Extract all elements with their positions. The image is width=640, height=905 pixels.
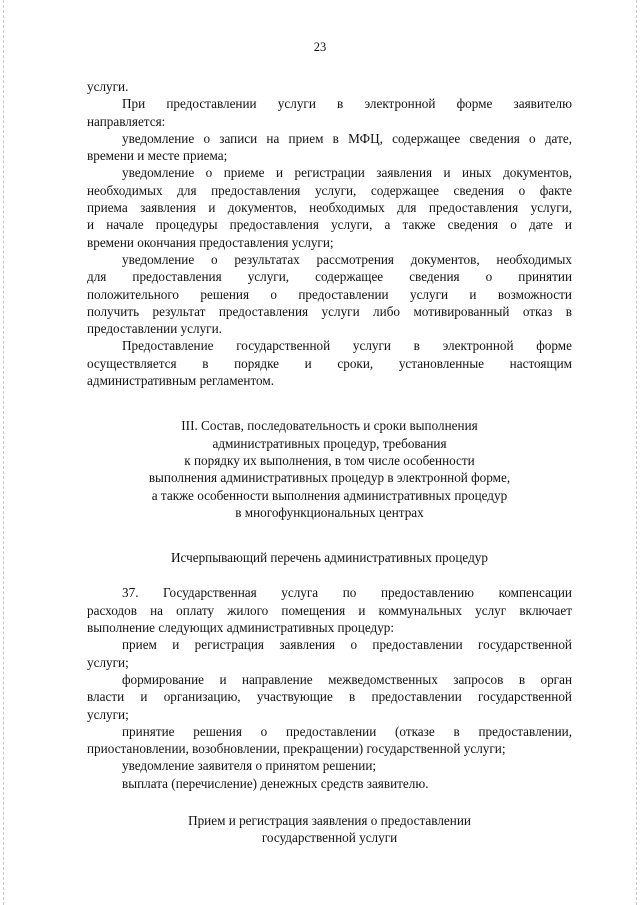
heading-line: в многофункциональных центрах [235,504,424,520]
heading-line: к порядку их выполнения, в том числе особенности [184,452,475,468]
text-line: услуги; [87,654,129,670]
text-line: уведомление о приеме и регистрации заявления и иных документов, [122,165,572,181]
paragraph [87,130,572,165]
heading-line: Прием и регистрация заявления о предоставлении [188,812,471,828]
text-line: 37. Государственная услуга по предоставлению компенсации [122,585,572,601]
text-line: принятие решения о предоставлении (отказе в предоставлении, [122,723,572,739]
heading-line: выполнения административных процедур в электронной форме, [148,470,511,486]
text-line: прием и регистрация заявления о предоставлении государственной [122,637,572,653]
text-line: уведомление заявителя о принятом решении; [122,758,377,774]
text-line: осуществляется в порядке и сроки, установленные настоящим [87,355,572,371]
text-line: выплата (перечисление) денежных средств заявителю. [122,775,429,791]
paragraph [87,337,572,389]
paragraphs-bottom [87,584,572,792]
heading-line: III. Состав, последовательность и сроки выполнения [181,418,478,434]
text-line: уведомление о записи на прием в МФЦ, содержащее сведения о дате, [122,130,572,146]
final-heading [87,812,572,847]
text-line: Предоставление государственной услуги в электронной форме [122,338,572,354]
text-line: услуги; [87,706,129,722]
text-line: времени и месте приема; [87,148,228,164]
paragraph [87,671,572,723]
text-line: положительного решения о предоставлении услуги и возможности [87,286,572,302]
paragraph [87,251,572,337]
paragraph [87,164,572,250]
paragraph [87,95,572,130]
paragraph [87,723,572,758]
heading-line: а также особенности выполнения административных процедур [151,487,508,503]
text-line: расходов на оплату жилого помещения и коммунальных услуг включает [87,602,572,618]
page-number: 23 [313,40,327,54]
scan-edge-right [636,0,637,905]
text-line: необходимых для предоставления услуги, содержащее сведения о факте [87,182,572,198]
heading-line: административных процедур, требования [212,435,447,451]
paragraph [87,775,572,792]
paragraph [87,636,572,671]
text-line: приема заявления и документов, необходимых для предоставления услуги, [87,200,572,216]
text-line: и начале процедуры предоставления услуги, а также сведения о дате и [87,217,572,233]
section-heading [87,417,572,521]
paragraphs-top [87,78,572,389]
subheading: Исчерпывающий перечень административных процедур [170,550,488,566]
text-line: времени окончания предоставления услуги; [87,234,334,250]
text-line: власти и организацию, участвующие в предоставлении государственной [87,689,572,705]
text-line: При предоставлении услуги в электронной форме заявителю [122,96,572,112]
text-line: предоставлении услуги. [87,321,222,337]
text-line: получить результат предоставления услуги либо мотивированный отказ в [87,303,572,319]
paragraph [87,584,572,636]
text-line: приостановлении, возобновлении, прекращении) государственной услуги; [87,741,506,757]
text-line: уведомление о результатах рассмотрения документов, необходимых [122,251,572,267]
text-line: услуги. [87,79,129,94]
paragraph [87,78,572,95]
document-body [87,78,572,847]
heading-line: государственной услуги [261,830,398,846]
text-line: административным регламентом. [87,373,275,389]
paragraph [87,757,572,774]
text-line: направляется: [87,113,166,129]
text-line: выполнение следующих административных процедур: [87,620,395,636]
text-line: для предоставления услуги, содержащее сведения о принятии [87,269,572,285]
text-line: формирование и направление межведомственных запросов в орган [122,671,572,687]
scan-edge-left [3,0,4,905]
